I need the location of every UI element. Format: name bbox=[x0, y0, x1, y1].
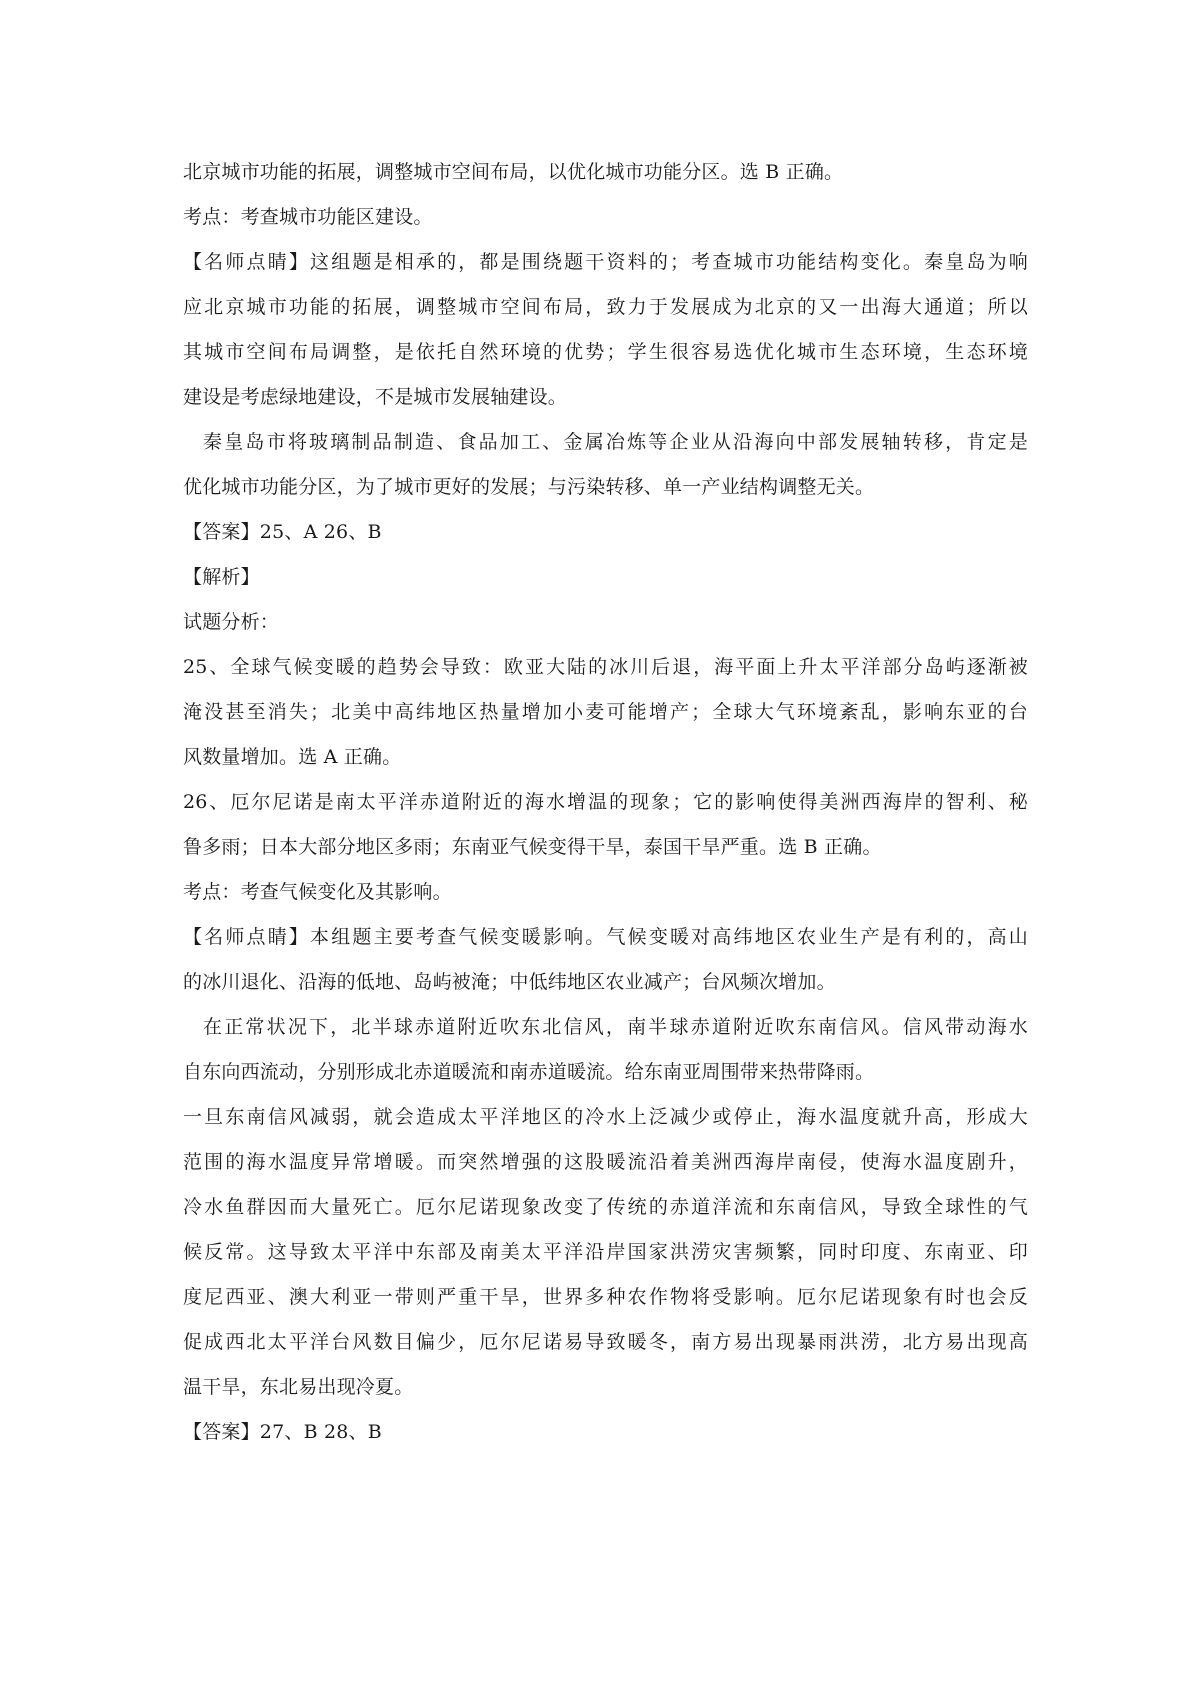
text-line: 度尼西亚、澳大利亚一带则严重干旱，世界多种农作物将受影响。厄尔尼诺现象有时也会反 bbox=[183, 1286, 1028, 1308]
text-line: 在正常状况下，北半球赤道附近吹东北信风，南半球赤道附近吹东南信风。信风带动海水 bbox=[203, 1016, 1028, 1038]
document-body bbox=[183, 150, 1028, 1455]
text-line: 试题分析： bbox=[183, 611, 280, 633]
text-line: 【答案】25、A 26、B bbox=[183, 521, 382, 543]
text-line: 优化城市功能分区，为了城市更好的发展；与污染转移、单一产业结构调整无关。 bbox=[183, 476, 875, 498]
text-line: 一旦东南信风减弱，就会造成太平洋地区的冷水上泛减少或停止，海水温度就升高，形成大 bbox=[183, 1106, 1028, 1128]
text-line: 其城市空间布局调整，是依托自然环境的优势；学生很容易选优化城市生态环境，生态环境 bbox=[183, 341, 1028, 363]
text-line: 范围的海水温度异常增暖。而突然增强的这股暖流沿着美洲西海岸南侵，使海水温度剧升， bbox=[183, 1151, 1028, 1173]
text-line: 候反常。这导致太平洋中东部及南美太平洋沿岸国家洪涝灾害频繁，同时印度、东南亚、印 bbox=[183, 1241, 1028, 1263]
text-line: 鲁多雨；日本大部分地区多雨；东南亚气候变得干旱，泰国干旱严重。选 B 正确。 bbox=[183, 836, 882, 858]
text-line: 风数量增加。选 A 正确。 bbox=[183, 746, 402, 768]
text-line: 的冰川退化、沿海的低地、岛屿被淹；中低纬地区农业减产；台风频次增加。 bbox=[183, 971, 836, 993]
text-line: 温干旱，东北易出现冷夏。 bbox=[183, 1376, 414, 1398]
text-line: 【名师点睛】本组题主要考查气候变暖影响。气候变暖对高纬地区农业生产是有利的，高山 bbox=[183, 926, 1028, 948]
text-line: 【答案】27、B 28、B bbox=[183, 1421, 382, 1443]
text-line: 淹没甚至消失；北美中高纬地区热量增加小麦可能增产；全球大气环境紊乱，影响东亚的台 bbox=[183, 701, 1028, 723]
text-line: 26、厄尔尼诺是南太平洋赤道附近的海水增温的现象；它的影响使得美洲西海岸的智利、秘 bbox=[183, 791, 1028, 813]
text-line: 促成西北太平洋台风数目偏少，厄尔尼诺易导致暖冬，南方易出现暴雨洪涝，北方易出现高 bbox=[183, 1331, 1028, 1353]
text-line: 25、全球气候变暖的趋势会导致：欧亚大陆的冰川后退，海平面上升太平洋部分岛屿逐渐被 bbox=[183, 656, 1028, 678]
text-line: 【名师点睛】这组题是相承的，都是围绕题干资料的；考查城市功能结构变化。秦皇岛为响 bbox=[183, 251, 1028, 273]
text-line: 考点：考查气候变化及其影响。 bbox=[183, 881, 452, 903]
text-line: 建设是考虑绿地建设，不是城市发展轴建设。 bbox=[183, 386, 568, 408]
text-line: 考点：考查城市功能区建设。 bbox=[183, 206, 433, 228]
text-line: 【解析】 bbox=[183, 566, 260, 588]
text-line: 冷水鱼群因而大量死亡。厄尔尼诺现象改变了传统的赤道洋流和东南信风，导致全球性的气 bbox=[183, 1196, 1028, 1218]
text-line: 应北京城市功能的拓展，调整城市空间布局，致力于发展成为北京的又一出海大通道；所以 bbox=[183, 296, 1028, 318]
text-line: 北京城市功能的拓展，调整城市空间布局，以优化城市功能分区。选 B 正确。 bbox=[183, 161, 844, 183]
text-line: 秦皇岛市将玻璃制品制造、食品加工、金属冶炼等企业从沿海向中部发展轴转移，肯定是 bbox=[203, 431, 1028, 453]
text-line: 自东向西流动，分别形成北赤道暖流和南赤道暖流。给东南亚周围带来热带降雨。 bbox=[183, 1061, 875, 1083]
